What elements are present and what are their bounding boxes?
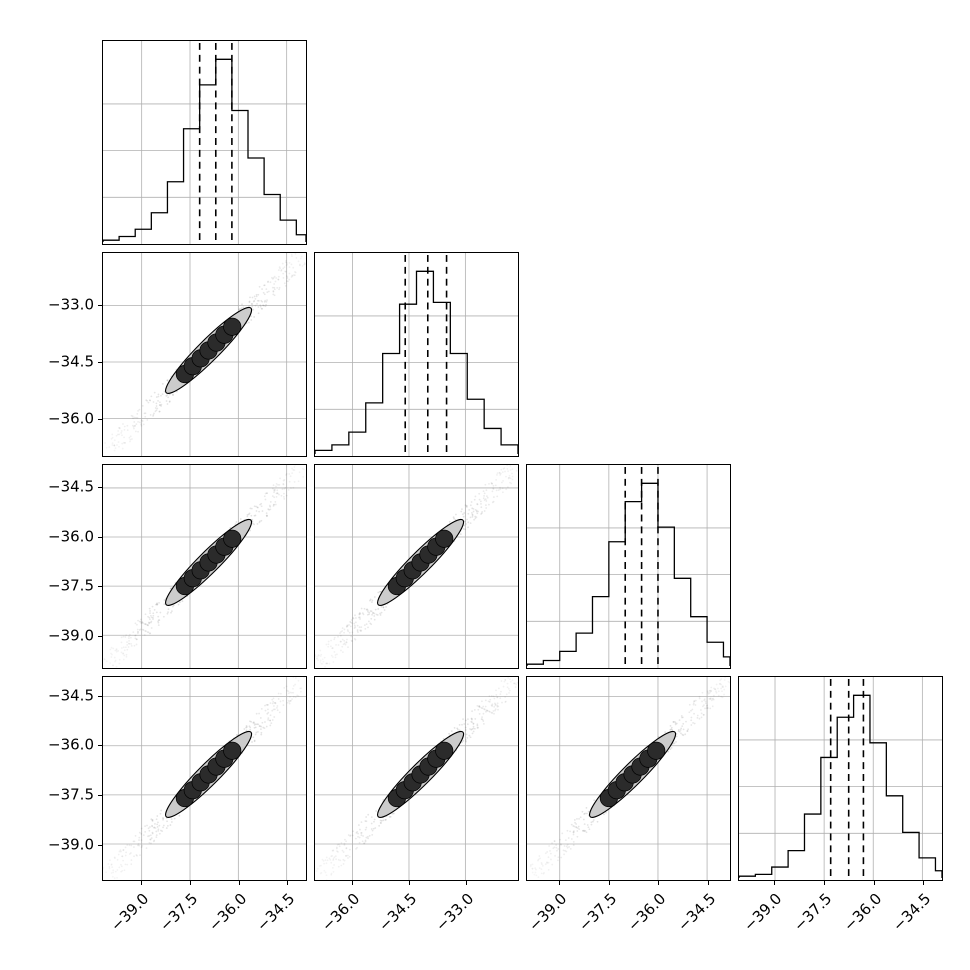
tick-mark — [923, 881, 924, 885]
joint-panel-p2-p4 — [314, 676, 519, 881]
joint-panel-p2-p3 — [314, 464, 519, 669]
tick-mark — [239, 881, 240, 885]
y-tick-label: −36.0 — [48, 735, 94, 754]
x-tick-label: −37.5 — [790, 889, 836, 935]
tick-mark — [559, 881, 560, 885]
tick-mark — [466, 881, 467, 885]
x-tick-label: −36.0 — [204, 889, 250, 935]
tick-mark — [98, 845, 102, 846]
y-tick-label: −36.0 — [48, 527, 94, 546]
tick-mark — [141, 881, 142, 885]
tick-mark — [98, 537, 102, 538]
tick-mark — [98, 795, 102, 796]
x-tick-label: −34.5 — [889, 889, 935, 935]
x-tick-label: −36.0 — [318, 889, 364, 935]
x-tick-label: −34.5 — [673, 889, 720, 935]
tick-mark — [874, 881, 875, 885]
tick-mark — [287, 881, 288, 885]
tick-mark — [98, 305, 102, 306]
tick-mark — [409, 881, 410, 885]
hist-panel-p3 — [526, 464, 731, 669]
y-tick-label: −34.5 — [48, 352, 94, 371]
tick-mark — [98, 636, 102, 637]
joint-panel-p1-p3 — [102, 464, 307, 669]
x-tick-label: −39.0 — [740, 889, 786, 935]
tick-mark — [352, 881, 353, 885]
tick-mark — [190, 881, 191, 885]
x-tick-label: −34.5 — [374, 889, 421, 935]
hist-panel-p4 — [738, 676, 943, 881]
x-tick-label: −39.0 — [107, 889, 153, 935]
x-tick-label: −36.0 — [839, 889, 885, 935]
tick-mark — [98, 696, 102, 697]
x-tick-label: −33.0 — [431, 889, 478, 935]
y-tick-label: −39.0 — [48, 626, 94, 645]
tick-mark — [98, 419, 102, 420]
y-tick-label: −34.5 — [48, 686, 94, 705]
joint-panel-p1-p2 — [102, 252, 307, 457]
hist-panel-p1 — [102, 40, 307, 245]
x-tick-label: −39.0 — [525, 889, 571, 935]
x-tick-label: −36.0 — [624, 889, 670, 935]
tick-mark — [708, 881, 709, 885]
tick-mark — [98, 745, 102, 746]
tick-mark — [774, 881, 775, 885]
y-tick-label: −39.0 — [48, 835, 94, 854]
y-tick-label: −37.5 — [48, 785, 94, 804]
joint-panel-p3-p4 — [526, 676, 731, 881]
joint-panel-p1-p4 — [102, 676, 307, 881]
hist-panel-p2 — [314, 252, 519, 457]
tick-mark — [98, 362, 102, 363]
tick-mark — [98, 586, 102, 587]
y-tick-label: −33.0 — [48, 295, 94, 314]
y-tick-label: −36.0 — [48, 409, 94, 428]
x-tick-label: −37.5 — [155, 889, 202, 935]
y-tick-label: −37.5 — [48, 576, 94, 595]
x-tick-label: −37.5 — [574, 889, 620, 935]
tick-mark — [609, 881, 610, 885]
y-tick-label: −34.5 — [48, 477, 94, 496]
tick-mark — [658, 881, 659, 885]
tick-mark — [824, 881, 825, 885]
tick-mark — [98, 487, 102, 488]
x-tick-label: −34.5 — [253, 889, 299, 935]
